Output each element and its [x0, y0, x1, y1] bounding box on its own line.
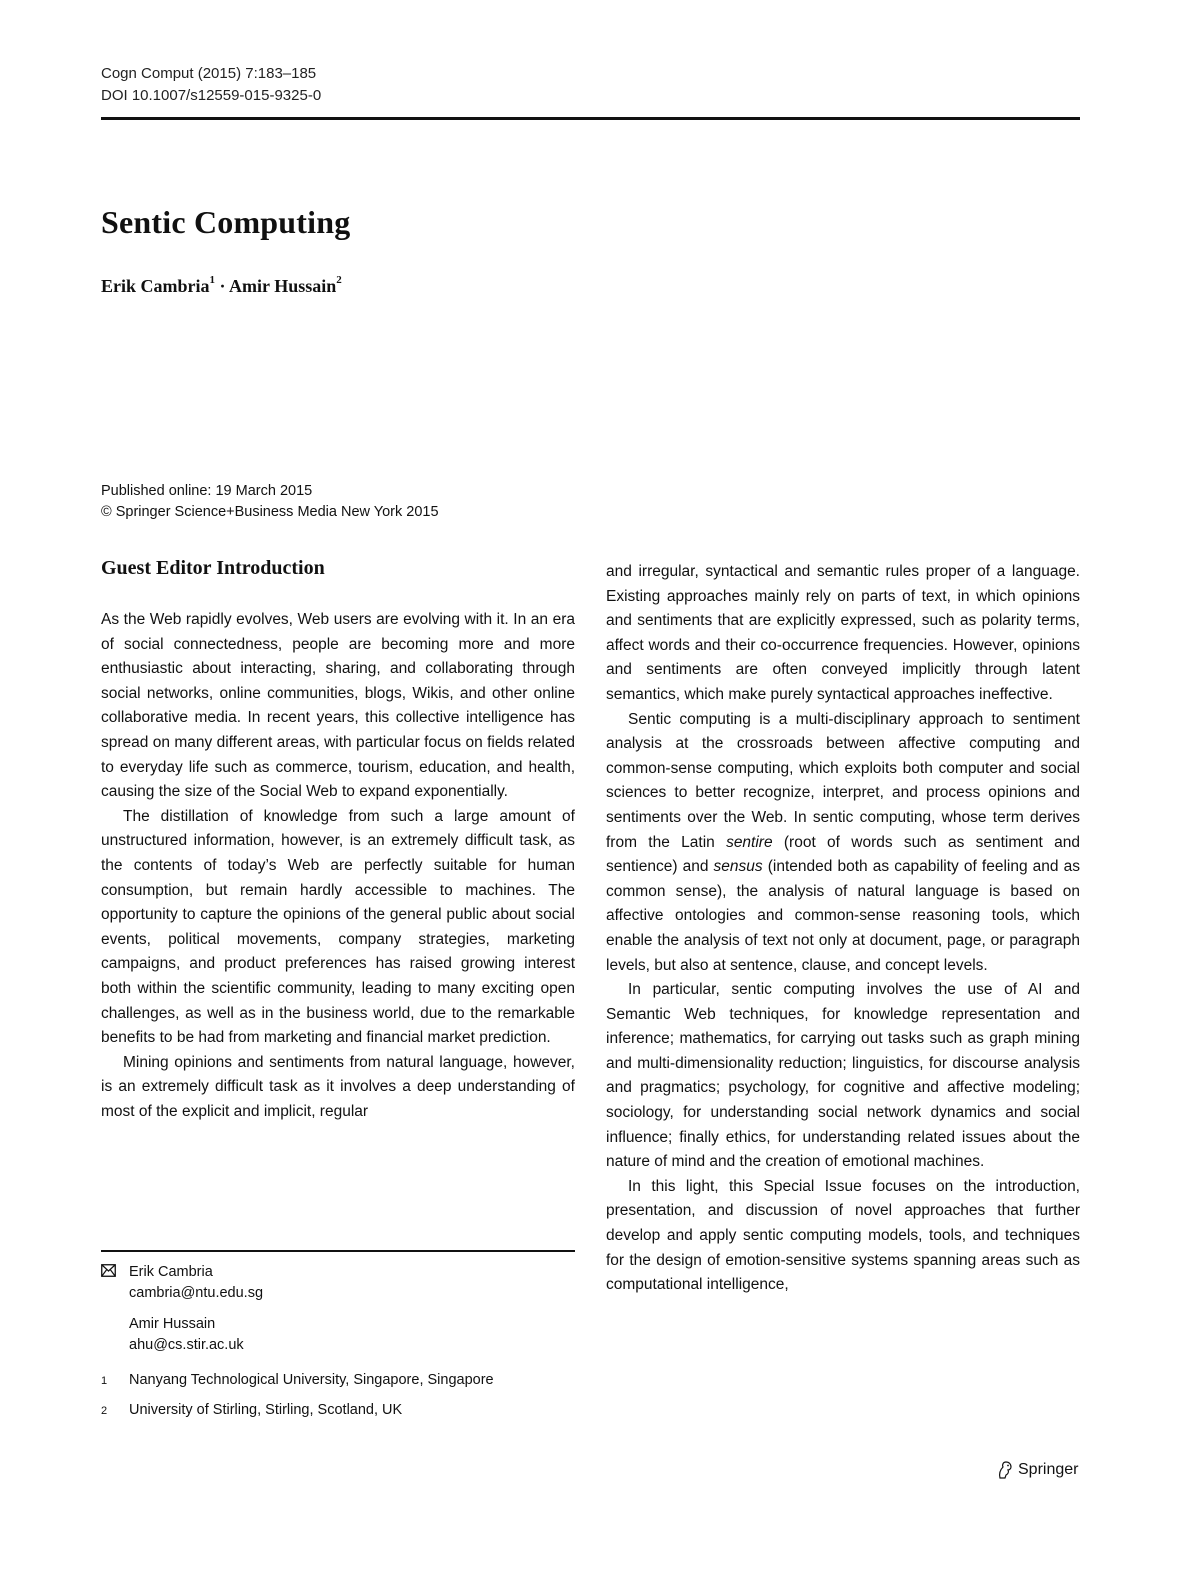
- body-paragraph: Mining opinions and sentiments from natural language, however, is an extremely difficult task as it involves a deep understanding of most of the explicit and implicit, regular: [101, 1053, 575, 1120]
- text-run: (intended both as capability of feeling and as common sense), the analysis of natural language is based on affective ontologies and common-sense reasoning tools, which enable the analysis of text not only at document, page, or paragraph levels, but also at sentence, clause, and concept levels.: [606, 858, 1080, 974]
- header-rule: [101, 117, 1080, 120]
- body-paragraph: The distillation of knowledge from such a large amount of unstructured information, however, is an extremely difficult task, as the contents of today’s Web are perfectly suitable for human consumption, but remain hardly accessible to machines. The opportunity to capture the opinions of the general public about social events, political movements, company strategies, marketing campaigns, and product preferences has raised growing interest both within the scientific community, leading to many exciting open challenges, as well as in the business world, due to the remarkable benefits to be had from marketing and financial market prediction.: [101, 807, 575, 1047]
- springer-horse-icon: [996, 1460, 1014, 1480]
- body-paragraph: In this light, this Special Issue focuses on the introduction, presentation, and discussion of novel approaches that further develop and apply sentic computing models, tools, and techniques for the design of emotion-sensitive systems spanning areas such as computational intelligence,: [606, 1177, 1080, 1294]
- copyright: © Springer Science+Business Media New York 2015: [101, 504, 439, 520]
- affiliation-text: Nanyang Technological University, Singapore, Singapore: [129, 1372, 494, 1388]
- left-column: [101, 608, 575, 1124]
- author-name: Amir Hussain: [229, 276, 337, 296]
- contact-name: Amir Hussain: [129, 1316, 216, 1332]
- text-run: (root of words such as sentiment and sentience) and: [606, 833, 1080, 876]
- author-separator: ·: [219, 276, 226, 296]
- author-name: Erik Cambria: [101, 276, 210, 296]
- published-date: Published online: 19 March 2015: [101, 483, 313, 499]
- affiliation: [101, 1370, 494, 1391]
- journal-citation: Cogn Comput (2015) 7:183–185: [101, 65, 317, 82]
- publisher-logo: [996, 1460, 1078, 1480]
- latin-term: sentire: [726, 833, 773, 851]
- contact-email[interactable]: cambria@ntu.edu.sg: [129, 1285, 264, 1301]
- doi: DOI 10.1007/s12559-015-9325-0: [101, 87, 322, 104]
- author-affiliation-mark: 2: [336, 274, 342, 286]
- body-paragraph: and irregular, syntactical and semantic rules proper of a language. Existing approaches mainly rely on parts of text, in which opinions and sentiments that are explicitly expressed, such as polarity terms, affect words and their co-occurrence frequencies. However, opinions and sentiments are often conveyed implicitly through latent semantics, which make purely syntactical approaches ineffective.: [606, 563, 1080, 703]
- author-list: [101, 276, 342, 297]
- affiliation: [101, 1400, 402, 1421]
- affiliation-text: University of Stirling, Stirling, Scotland, UK: [129, 1402, 403, 1418]
- body-paragraph: In particular, sentic computing involves the use of AI and Semantic Web techniques, for knowledge representation and inference; mathematics, for carrying out tasks such as graph mining and multi-dimensionality reduction; linguistics, for discourse analysis and pragmatics; psychology, for cognitive and affective modeling; sociology, for understanding social network dynamics and social influence; finally ethics, for understanding related issues about the nature of mind and the creation of emotional machines.: [606, 981, 1080, 1171]
- affiliation-number: 2: [101, 1405, 108, 1417]
- right-column: [606, 560, 1080, 1298]
- contact-email[interactable]: ahu@cs.stir.ac.uk: [129, 1337, 244, 1353]
- author-affiliation-mark: 1: [209, 274, 216, 286]
- corresponding-authors: [101, 1262, 575, 1356]
- footnote-rule: [101, 1250, 575, 1252]
- contact-name: Erik Cambria: [129, 1264, 213, 1280]
- text-run: Sentic computing is a multi-disciplinary approach to sentiment analysis at the crossroads between affective computing and common-sense computing, which exploits both computer and social sciences to better recognize, interpret, and process opinions and sentiments over the Web. In sentic computing, whose term derives from the Latin: [606, 710, 1080, 851]
- body-paragraph: As the Web rapidly evolves, Web users are evolving with it. In an era of social connectedness, people are becoming more and more enthusiastic about interacting, sharing, and collaborating through social networks, online communities, blogs, Wikis, and other online collaborative media. In recent years, this collective intelligence has spread on many different areas, with particular focus on fields related to everyday life such as commerce, tourism, education, and health, causing the size of the Social Web to expand exponentially.: [101, 611, 575, 801]
- latin-term: sensus: [713, 858, 763, 876]
- publisher-name: Springer: [1018, 1461, 1079, 1478]
- article-title: Sentic Computing: [101, 204, 351, 240]
- affiliation-number: 1: [101, 1375, 108, 1387]
- body-paragraph: [606, 708, 1080, 979]
- section-heading: Guest Editor Introduction: [101, 557, 325, 579]
- envelope-icon: [101, 1262, 129, 1356]
